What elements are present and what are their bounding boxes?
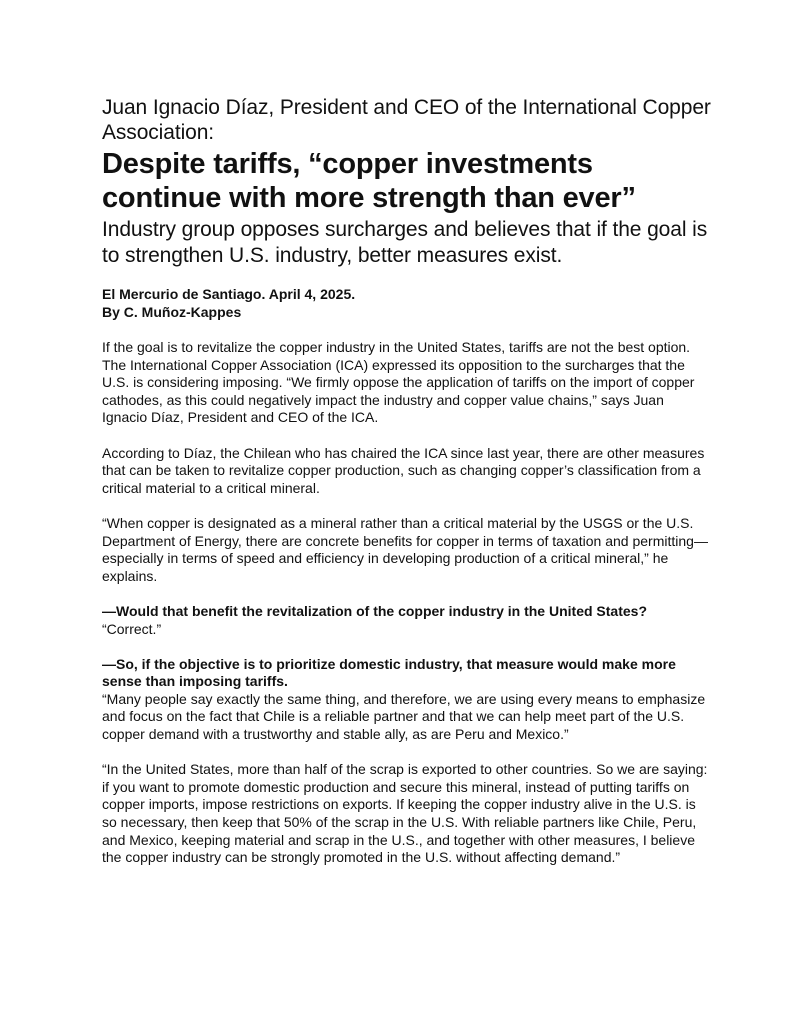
- body-paragraph: If the goal is to revitalize the copper industry in the United States, tariffs are not the best option. The International Copper Association (ICA) expressed its opposition to the surcharges that the U.S. is considering imposing. “We firmly oppose the application of tariffs on the import of copper cathodes, as this could negatively impact the industry and copper value chains,” says Juan Ignacio Díaz, President and CEO of the ICA.: [102, 339, 695, 426]
- interview-answer: “Correct.”: [102, 620, 162, 637]
- body-paragraph: According to Díaz, the Chilean who has chaired the ICA since last year, there are other measures that can be taken to revitalize copper production, such as changing copper’s classification from a critical material to a critical mineral.: [102, 444, 705, 496]
- source-line: El Mercurio de Santiago. April 4, 2025.: [102, 286, 356, 302]
- interview-question: —Would that benefit the revitalization of the copper industry in the United States?: [102, 602, 647, 619]
- author-line: By C. Muñoz-Kappes: [102, 304, 242, 320]
- interview-question: —So, if the objective is to prioritize domestic industry, that measure would make more sense than imposing tariffs.: [102, 655, 676, 690]
- article-deck: Industry group opposes surcharges and believes that if the goal is to strengthen U.S. industry, better measures exist.: [102, 218, 708, 267]
- article: [102, 95, 712, 884]
- article-kicker: Juan Ignacio Díaz, President and CEO of the International Copper Association:: [102, 96, 711, 144]
- byline: [102, 285, 712, 321]
- article-headline: Despite tariffs, “copper investments continue with more strength than ever”: [102, 148, 636, 214]
- body-paragraph: “When copper is designated as a mineral rather than a critical material by the USGS or the U.S. Department of Energy, there are concrete benefits for copper in terms of taxation and permitting—especially in terms of speed and efficiency in developing production of a critical mineral,” he explains.: [102, 514, 708, 584]
- closing-paragraph: “In the United States, more than half of the scrap is exported to other countries. So we are saying: if you want to promote domestic production and secure this mineral, instead of putting tariffs on copper imports, impose restrictions on exports. If keeping the copper industry alive in the U.S. is so necessary, then keep that 50% of the scrap in the U.S. With reliable partners like Chile, Peru, and Mexico, keeping material and scrap in the U.S., and together with other measures, I believe the copper industry can be strongly promoted in the U.S. without affecting demand.”: [102, 761, 708, 866]
- interview-answer: “Many people say exactly the same thing, and therefore, we are using every means to emphasize and focus on the fact that Chile is a reliable partner and that we can help meet part of the U.S. copper demand with a trustworthy and stable ally, as are Peru and Mexico.”: [102, 690, 706, 743]
- article-body: [102, 339, 712, 867]
